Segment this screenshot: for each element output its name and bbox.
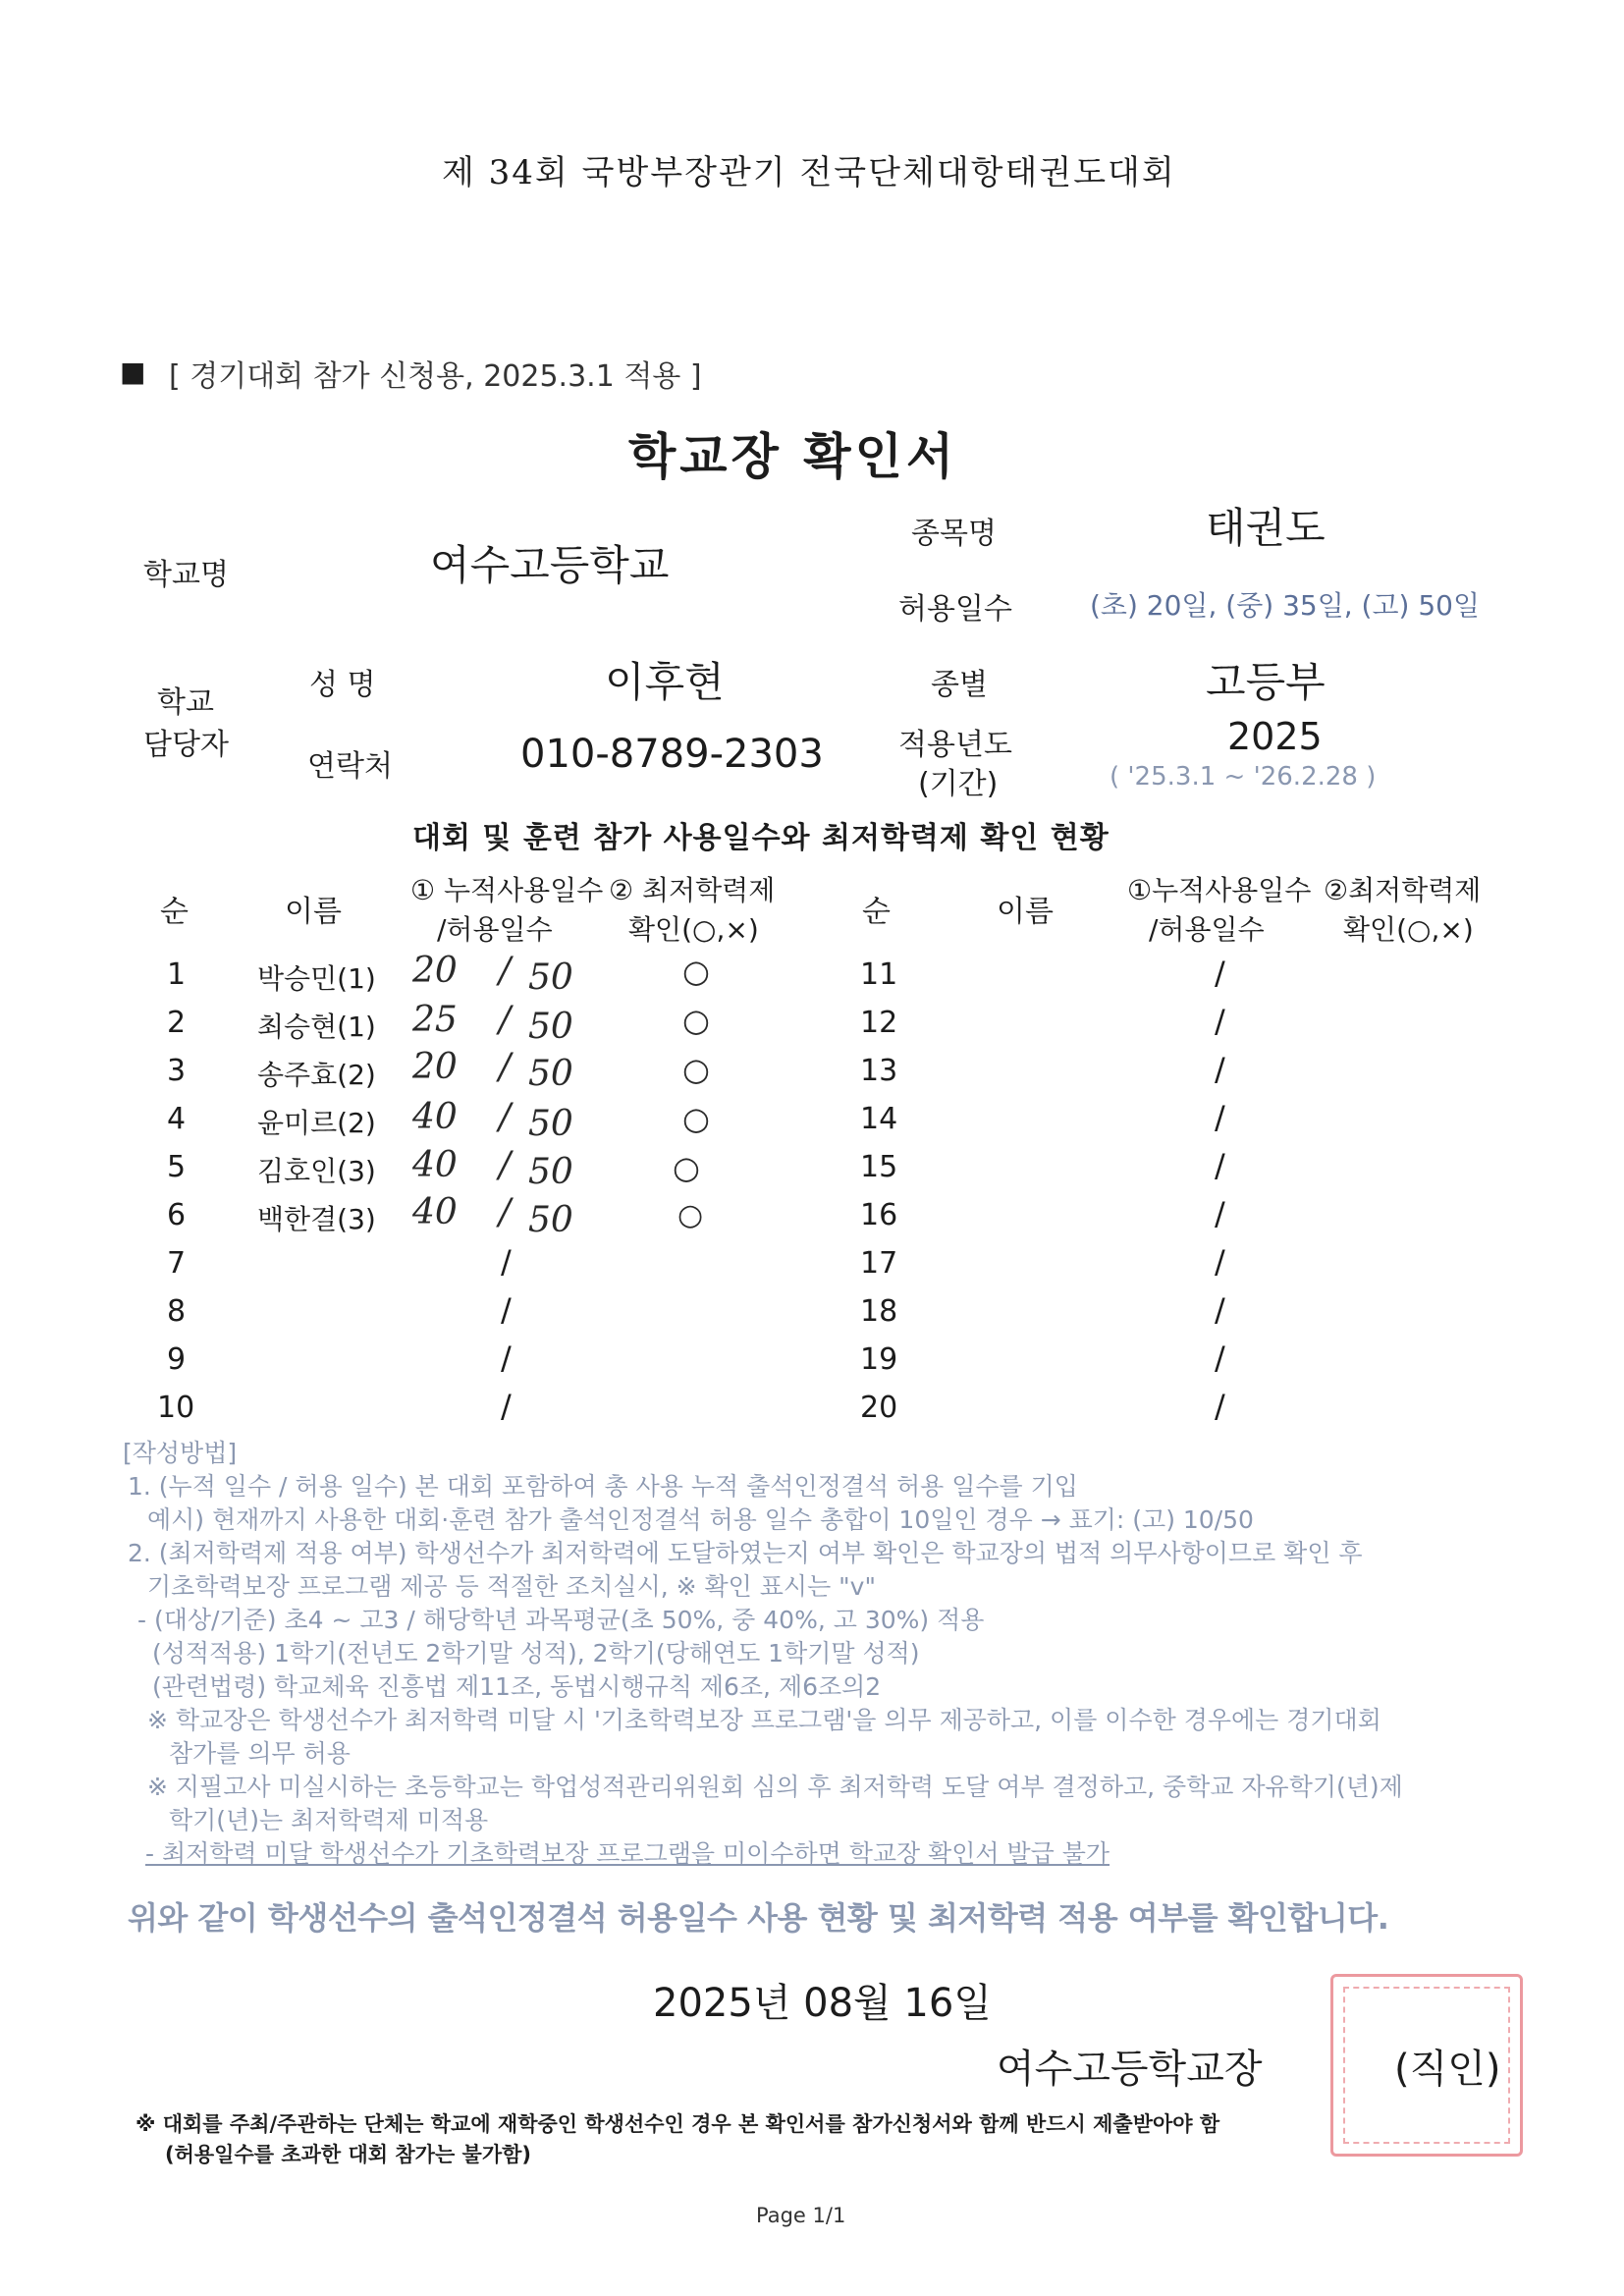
- row-no: 18: [860, 1294, 898, 1329]
- row-check: ○: [682, 1100, 710, 1137]
- instruction-line: 기초학력보장 프로그램 제공 등 적절한 조치실시, ※ 확인 표시는 "v": [147, 1572, 876, 1601]
- col-check-right-1: ②최저학력제: [1324, 874, 1482, 906]
- school-value: 여수고등학교: [430, 541, 670, 589]
- row-name: 박승민(1): [257, 962, 376, 995]
- row-slash: /: [501, 1339, 512, 1377]
- allowed-days-value: (초) 20일, (중) 35일, (고) 50일: [1090, 589, 1481, 622]
- contact-label: 연락처: [307, 749, 393, 784]
- row-slash: /: [499, 1047, 512, 1087]
- row-check: ○: [677, 1198, 704, 1232]
- row-no: 7: [167, 1246, 187, 1281]
- row-name: 김호인(3): [257, 1155, 376, 1187]
- row-no: 6: [167, 1198, 187, 1232]
- row-slash: /: [499, 1000, 512, 1040]
- row-slash: /: [501, 1388, 512, 1425]
- row-used: 20: [412, 1047, 458, 1087]
- row-used: 40: [412, 1097, 458, 1137]
- instruction-line: - (대상/기준) 초4 ~ 고3 / 해당학년 과목평균(초 50%, 중 40%, 고 30%) 적용: [137, 1606, 985, 1634]
- row-no: 16: [860, 1198, 898, 1232]
- issue-date: 2025년 08월 16일: [653, 1981, 992, 2026]
- row-no: 1: [167, 957, 187, 992]
- row-slash: /: [1215, 1291, 1225, 1329]
- row-slash: /: [501, 1291, 512, 1329]
- row-slash: /: [1215, 1388, 1225, 1425]
- row-name: 백한결(3): [257, 1203, 376, 1235]
- col-days-left-2: /허용일수: [437, 913, 553, 946]
- school-label: 학교명: [143, 558, 229, 592]
- row-allowed: 50: [528, 1152, 573, 1192]
- row-no: 4: [167, 1102, 187, 1136]
- footer-note-2: (허용일수를 초과한 대회 참가는 불가함): [165, 2143, 532, 2166]
- instruction-line: - 최저학력 미달 학생선수가 기초학력보장 프로그램을 미이수하면 학교장 확인서 발급 불가: [145, 1839, 1110, 1868]
- row-slash: /: [499, 951, 512, 991]
- row-no: 17: [860, 1246, 898, 1281]
- row-no: 9: [167, 1342, 187, 1377]
- row-no: 3: [167, 1054, 187, 1088]
- confirmation-text: 위와 같이 학생선수의 출석인정결석 허용일수 사용 현황 및 최저학력 적용 여부를 확인합니다.: [128, 1899, 1389, 1937]
- manager-label-2: 담당자: [143, 728, 229, 762]
- instruction-line: 참가를 의무 허용: [169, 1739, 351, 1768]
- competition-title: 제 34회 국방부장관기 전국단체대항태권도대회: [442, 153, 1176, 192]
- table-title: 대회 및 훈련 참가 사용일수와 최저학력제 확인 현황: [412, 821, 1110, 855]
- row-allowed: 50: [528, 957, 573, 998]
- row-no: 14: [860, 1102, 898, 1136]
- col-check-right-2: 확인(○,×): [1343, 913, 1474, 946]
- row-name: 최승현(1): [257, 1011, 376, 1043]
- row-slash: /: [1215, 1003, 1225, 1040]
- instruction-line: (관련법령) 학교체육 진흥법 제11조, 동법시행규칙 제6조, 제6조의2: [152, 1672, 882, 1701]
- instruction-line: 1. (누적 일수 / 허용 일수) 본 대회 포함하여 총 사용 누적 출석인정결석 허용 일수를 기입: [128, 1472, 1078, 1501]
- row-check: ○: [682, 1002, 710, 1039]
- row-slash: /: [499, 1145, 512, 1185]
- row-slash: /: [1215, 955, 1225, 992]
- principal-name: 여수고등학교장: [997, 2047, 1263, 2092]
- period-value: ( '25.3.1 ~ '26.2.28 ): [1110, 762, 1377, 792]
- instruction-line: 예시) 현재까지 사용한 대회·훈련 참가 출석인정결석 허용 일수 총합이 10일인 경우 → 표기: (고) 10/50: [147, 1505, 1254, 1534]
- row-slash: /: [1215, 1051, 1225, 1088]
- col-days-left-1: ① 누적사용일수: [410, 874, 604, 906]
- row-used: 40: [412, 1145, 458, 1185]
- row-allowed: 50: [528, 1007, 573, 1047]
- year-value: 2025: [1227, 715, 1323, 758]
- col-no-left: 순: [160, 895, 189, 929]
- sport-label: 종목명: [911, 517, 997, 551]
- instructions-heading: [작성방법]: [123, 1439, 238, 1467]
- row-slash: /: [1215, 1243, 1225, 1281]
- bullet-icon: ■: [120, 355, 146, 388]
- row-no: 8: [167, 1294, 187, 1329]
- row-used: 20: [412, 951, 458, 991]
- row-used: 40: [412, 1192, 458, 1232]
- row-no: 10: [157, 1391, 195, 1425]
- row-no: 20: [860, 1391, 898, 1425]
- footer-note-1: ※ 대회를 주최/주관하는 단체는 학교에 재학중인 학생선수인 경우 본 확인서를 참가신청서와 함께 반드시 제출받아야 함: [135, 2112, 1220, 2136]
- col-name-right: 이름: [997, 895, 1054, 929]
- row-name: 송주효(2): [257, 1059, 376, 1091]
- year-label-1: 적용년도: [898, 728, 1012, 762]
- row-check: ○: [682, 1051, 710, 1088]
- form-subtitle: [ 경기대회 참가 신청용, 2025.3.1 적용 ]: [169, 359, 702, 394]
- year-label-2: (기간): [918, 767, 999, 801]
- contact-value: 010-8789-2303: [520, 732, 824, 777]
- division-label: 종별: [931, 668, 988, 702]
- name-value: 이후현: [605, 658, 725, 706]
- row-slash: /: [501, 1243, 512, 1281]
- row-no: 11: [860, 957, 898, 992]
- col-no-right: 순: [862, 895, 891, 929]
- instruction-line: ※ 학교장은 학생선수가 최저학력 미달 시 '기초학력보장 프로그램'을 의무 제공하고, 이를 이수한 경우에는 경기대회: [147, 1706, 1381, 1734]
- row-slash: /: [1215, 1147, 1225, 1184]
- row-slash: /: [1215, 1099, 1225, 1136]
- row-no: 13: [860, 1054, 898, 1088]
- col-check-left-2: 확인(○,×): [628, 913, 759, 946]
- instruction-line: ※ 지필고사 미실시하는 초등학교는 학업성적관리위원회 심의 후 최저학력 도달 여부 결정하고, 중학교 자유학기(년)제: [147, 1773, 1403, 1801]
- instruction-line: 학기(년)는 최저학력제 미적용: [169, 1806, 489, 1834]
- row-name: 윤미르(2): [257, 1107, 376, 1139]
- page-number: Page 1/1: [756, 2204, 846, 2227]
- row-no: 12: [860, 1006, 898, 1040]
- row-allowed: 50: [528, 1054, 573, 1094]
- col-days-right-1: ①누적사용일수: [1127, 874, 1312, 906]
- col-days-right-2: /허용일수: [1149, 913, 1265, 946]
- seal-label: (직인): [1394, 2047, 1501, 2092]
- row-slash: /: [499, 1192, 512, 1232]
- row-check: ○: [673, 1149, 700, 1186]
- row-no: 2: [167, 1006, 187, 1040]
- row-slash: /: [1215, 1339, 1225, 1377]
- row-allowed: 50: [528, 1200, 573, 1240]
- form-title: 학교장 확인서: [628, 428, 958, 485]
- col-check-left-1: ② 최저학력제: [609, 874, 776, 906]
- row-no: 5: [167, 1150, 187, 1184]
- instruction-line: 2. (최저학력제 적용 여부) 학생선수가 최저학력에 도달하였는지 여부 확인은 학교장의 법적 의무사항이므로 확인 후: [128, 1539, 1363, 1567]
- row-used: 25: [412, 1000, 458, 1040]
- col-name-left: 이름: [285, 895, 342, 929]
- row-allowed: 50: [528, 1104, 573, 1144]
- division-value: 고등부: [1206, 658, 1326, 706]
- row-no: 19: [860, 1342, 898, 1377]
- row-check: ○: [682, 953, 710, 990]
- row-slash: /: [1215, 1195, 1225, 1232]
- instruction-line: (성적적용) 1학기(전년도 2학기말 성적), 2학기(당해연도 1학기말 성적): [152, 1639, 920, 1667]
- manager-label-1: 학교: [157, 685, 214, 720]
- row-slash: /: [499, 1097, 512, 1137]
- name-label: 성 명: [309, 668, 376, 702]
- row-no: 15: [860, 1150, 898, 1184]
- allowed-days-label: 허용일수: [898, 592, 1012, 627]
- sport-value: 태권도: [1206, 504, 1326, 552]
